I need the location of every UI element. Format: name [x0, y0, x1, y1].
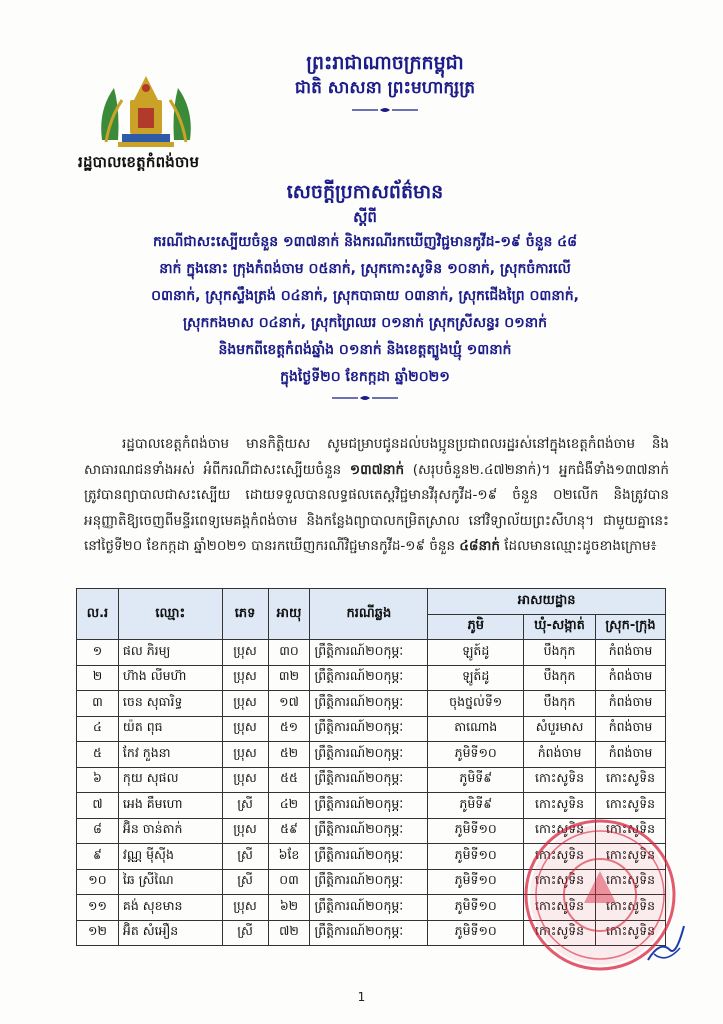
- title-line: ករណីជាសះស្បើយចំនួន ១៣៧នាក់ និងករណីរកឃើញវិជ្ជមានកូវីដ-១៩ ចំនួន ៤៨: [152, 234, 578, 250]
- table-row: [77, 742, 666, 768]
- cell-age: ៤២: [268, 793, 310, 819]
- cell-sex: ប្រុស: [222, 767, 268, 793]
- cell-no: ៤: [77, 716, 119, 742]
- cell-district: កោះសូទិន: [596, 793, 666, 819]
- cell-name: អ៊ិន ចាន់តាក់: [118, 818, 222, 844]
- cell-sex: ប្រុស: [222, 818, 268, 844]
- cell-district: កោះសូទិន: [596, 920, 666, 946]
- cell-case: ព្រឹត្តិការណ៍២០កុម្ភៈ: [310, 691, 428, 717]
- cell-no: ១: [77, 640, 119, 666]
- cases-table: [76, 588, 666, 946]
- cell-village: ភូមិទី៩: [428, 793, 524, 819]
- cell-case: ព្រឹត្តិការណ៍២០កុម្ភៈ: [310, 793, 428, 819]
- cell-name: កែវ កួងនា: [118, 742, 222, 768]
- cell-age: ៣០: [268, 640, 310, 666]
- cell-village: ចុងថ្នល់ទី១: [428, 691, 524, 717]
- cell-commune: កំពង់ចាម: [524, 742, 596, 768]
- cell-age: ៧២: [268, 920, 310, 946]
- cell-age: ១៧: [268, 691, 310, 717]
- table-row: [77, 665, 666, 691]
- title-line: ស្រុកកងមាស ០៤នាក់, ស្រុកព្រៃឈរ ០១នាក់ ស្រុកស្រីសន្ធរ ០១នាក់: [183, 315, 547, 331]
- col-header-name: ឈ្មោះ: [118, 589, 222, 640]
- cell-name: កុយ សុផល: [118, 767, 222, 793]
- ornament-divider-icon: [330, 394, 400, 402]
- cell-age: ៦២: [268, 895, 310, 921]
- announcement-body: [84, 432, 669, 560]
- table-row: [77, 640, 666, 666]
- body-text-part: (សរុបចំនួន២.៤៧២នាក់)។ អ្នកជំងឺទាំង១៣៧នាក់ ត្រូវបានព្យាបាលជាសះស្បើយ ដោយទទួលបានលទ្ធផលតេស្តវិជ្ជមានវីរុសកូវីដ-១៩ ចំនួន ០២លើក និងត្រូវបានអនុញ្ញាតិឱ្យចេញពីមន្ទីរពេទ្យមេគង្គកំពង់ចាម និងកន្លែងព្យាបាលកម្រិតស្រាល នៅវិទ្យាល័យព្រះសីហនុ។ ជាមួយគ្នានេះ នៅថ្ងៃទី២០ ខែកក្កដា ឆ្នាំ២០២១ បានរកឃើញករណីវិជ្ជមានកូវីដ-១៩ ចំនួន: [84, 461, 669, 554]
- cell-district: កំពង់ចាម: [596, 742, 666, 768]
- body-text-part: ដែលមានឈ្មោះដូចខាងក្រោម៖: [499, 538, 657, 554]
- title-line: ០៣នាក់, ស្រុកស្ទឹងត្រង់ ០៤នាក់, ស្រុកបាធាយ ០៣នាក់, ស្រុកជើងព្រៃ ០៣នាក់,: [151, 288, 579, 304]
- body-text-part: រដ្ឋបាលខេត្តកំពង់ចាម មានកិត្តិយស សូមជម្រាបជូនដល់បងប្អូនប្រជាពលរដ្ឋរស់នៅក្នុងខេត្តកំពង់ចាម និងសាធារណជនទាំងអស់ អំពីករណីជាសះស្បើយចំនួន: [84, 436, 669, 478]
- kingdom-name: ព្រះរាជាណាចក្រកម្ពុជា: [306, 52, 464, 74]
- national-motto: ជាតិ សាសនា ព្រះមហាក្សត្រ: [294, 78, 476, 98]
- cell-district: កំពង់ចាម: [596, 691, 666, 717]
- col-header-no: ល.រ: [77, 589, 119, 640]
- cell-district: កំពង់ចាម: [596, 640, 666, 666]
- cell-village: តាណោង: [428, 716, 524, 742]
- cell-commune: កោះសូទិន: [524, 793, 596, 819]
- cell-case: ព្រឹត្តិការណ៍២០កុម្ភៈ: [310, 844, 428, 870]
- table-row: [77, 716, 666, 742]
- page-number: 1: [357, 990, 366, 1004]
- cell-village: ឡូត៍ដូ: [428, 665, 524, 691]
- cell-village: ភូមិទី១០: [428, 742, 524, 768]
- cell-name: ចេន សុធារិទ្ធ: [118, 691, 222, 717]
- cell-no: ៩: [77, 844, 119, 870]
- cell-sex: ប្រុស: [222, 691, 268, 717]
- cell-age: ៥៥: [268, 767, 310, 793]
- recovered-count: ១៣៧នាក់: [349, 461, 405, 478]
- cell-village: ភូមិទី១០: [428, 844, 524, 870]
- cell-district: កំពង់ចាម: [596, 716, 666, 742]
- cell-name: ផល ភិរម្យ: [118, 640, 222, 666]
- announcement-heading: សេចក្តីប្រកាសព័ត៌មាន: [286, 181, 444, 203]
- cell-sex: ប្រុស: [222, 895, 268, 921]
- cell-commune: សំបួរមាស: [524, 716, 596, 742]
- ornament-divider-icon: [350, 106, 420, 114]
- table-row: [77, 818, 666, 844]
- table-row: [77, 895, 666, 921]
- cell-no: ១២: [77, 920, 119, 946]
- cell-no: ៨: [77, 818, 119, 844]
- col-header-village: ភូមិ: [428, 614, 524, 640]
- cell-commune: កោះសូទិន: [524, 818, 596, 844]
- table-row: [77, 920, 666, 946]
- table-row: [77, 767, 666, 793]
- cell-sex: ប្រុស: [222, 716, 268, 742]
- cases-table-body: [77, 640, 666, 946]
- cell-sex: ប្រុស: [222, 742, 268, 768]
- cell-district: កោះសូទិន: [596, 767, 666, 793]
- cell-commune: បឹងកុក: [524, 691, 596, 717]
- cell-case: ព្រឹត្តិការណ៍២០កុម្ភៈ: [310, 640, 428, 666]
- cell-name: ហ៊ាង លីមហ៊ា: [118, 665, 222, 691]
- cell-village: ភូមិទី១០: [428, 869, 524, 895]
- cell-sex: ស្រី: [222, 920, 268, 946]
- cell-case: ព្រឹត្តិការណ៍២០កុម្ភៈ: [310, 895, 428, 921]
- cell-commune: បឹងកុក: [524, 665, 596, 691]
- table-row: [77, 691, 666, 717]
- cell-case: ព្រឹត្តិការណ៍២០កុម្ភៈ: [310, 869, 428, 895]
- cell-name: គង់ សុខមាន: [118, 895, 222, 921]
- cell-district: កោះសូទិន: [596, 844, 666, 870]
- title-line: នាក់ ក្នុងនោះ ក្រុងកំពង់ចាម ០៥នាក់, ស្រុកកោះសូទិន ១០នាក់, ស្រុកចំការលើ: [159, 261, 571, 277]
- cell-village: ភូមិទី១០: [428, 895, 524, 921]
- cell-age: ៦ខែ: [268, 844, 310, 870]
- cell-sex: ប្រុស: [222, 665, 268, 691]
- cell-village: ភូមិទី១០: [428, 920, 524, 946]
- cell-case: ព្រឹត្តិការណ៍២០កុម្ភៈ: [310, 920, 428, 946]
- cell-commune: កោះសូទិន: [524, 844, 596, 870]
- cell-age: ៥៩: [268, 818, 310, 844]
- cell-sex: ស្រី: [222, 844, 268, 870]
- cell-commune: បឹងកុក: [524, 640, 596, 666]
- col-header-address: អាសយដ្ឋាន: [428, 589, 666, 615]
- col-header-commune: ឃុំ-សង្កាត់: [524, 614, 596, 640]
- cell-case: ព្រឹត្តិការណ៍២០កុម្ភៈ: [310, 665, 428, 691]
- cell-age: ៥១: [268, 716, 310, 742]
- cell-case: ព្រឹត្តិការណ៍២០កុម្ភៈ: [310, 716, 428, 742]
- cell-name: អ៊ិត សំអឿន: [118, 920, 222, 946]
- cell-case: ព្រឹត្តិការណ៍២០កុម្ភៈ: [310, 767, 428, 793]
- cell-no: ១០: [77, 869, 119, 895]
- issuing-authority: រដ្ឋបាលខេត្តកំពង់ចាម: [78, 153, 200, 171]
- kingdom-motto: [250, 50, 520, 114]
- cell-village: ឡូត៍ដូ: [428, 640, 524, 666]
- col-header-case: ករណីឆ្លង: [310, 589, 428, 640]
- cell-no: ១១: [77, 895, 119, 921]
- cell-village: ភូមិទី១០: [428, 818, 524, 844]
- title-line: ក្នុងថ្ងៃទី២០ ខែកក្កដា ឆ្នាំ២០២១: [280, 369, 450, 385]
- cell-name: វណ្ណ មុីស៊ីង: [118, 844, 222, 870]
- provincial-emblem-icon: [92, 70, 200, 152]
- announcement-about: ស្តីពី: [353, 208, 377, 226]
- col-header-age: អាយុ: [268, 589, 310, 640]
- cell-no: ៥: [77, 742, 119, 768]
- title-line: និងមកពីខេត្តកំពង់ឆ្នាំង ០១នាក់ និងខេត្តត្បូងឃ្មុំ ១៣នាក់: [218, 342, 512, 358]
- cell-district: កោះសូទិន: [596, 869, 666, 895]
- table-row: [77, 869, 666, 895]
- col-header-district: ស្រុក-ក្រុង: [596, 614, 666, 640]
- cell-district: កោះសូទិន: [596, 818, 666, 844]
- cell-district: កំពង់ចាម: [596, 665, 666, 691]
- cell-case: ព្រឹត្តិការណ៍២០កុម្ភៈ: [310, 818, 428, 844]
- cell-commune: កោះសូទិន: [524, 920, 596, 946]
- new-cases-count: ៤៨នាក់: [459, 538, 500, 554]
- cell-no: ២: [77, 665, 119, 691]
- cell-age: ៣២: [268, 665, 310, 691]
- cell-sex: ប្រុស: [222, 640, 268, 666]
- cell-village: ភូមិទី៩: [428, 767, 524, 793]
- cell-no: ៦: [77, 767, 119, 793]
- cell-no: ៧: [77, 793, 119, 819]
- cell-name: ឆៃ ស្រីណៃ: [118, 869, 222, 895]
- announcement-title: [70, 178, 660, 402]
- table-row: [77, 844, 666, 870]
- col-header-sex: ភេទ: [222, 589, 268, 640]
- cell-age: ៥២: [268, 742, 310, 768]
- cell-case: ព្រឹត្តិការណ៍២០កុម្ភៈ: [310, 742, 428, 768]
- table-row: [77, 793, 666, 819]
- cell-sex: ស្រី: [222, 869, 268, 895]
- cell-name: យ៉ត ពុធ: [118, 716, 222, 742]
- cell-no: ៣: [77, 691, 119, 717]
- cell-sex: ស្រី: [222, 793, 268, 819]
- cell-name: អេង គឹមហោ: [118, 793, 222, 819]
- cell-age: ០៣: [268, 869, 310, 895]
- table-header-row: [77, 589, 666, 615]
- cell-district: កោះសូទិន: [596, 895, 666, 921]
- cell-commune: កោះសូទិន: [524, 767, 596, 793]
- cell-commune: កោះសូទិន: [524, 895, 596, 921]
- cell-commune: កោះសូទិន: [524, 869, 596, 895]
